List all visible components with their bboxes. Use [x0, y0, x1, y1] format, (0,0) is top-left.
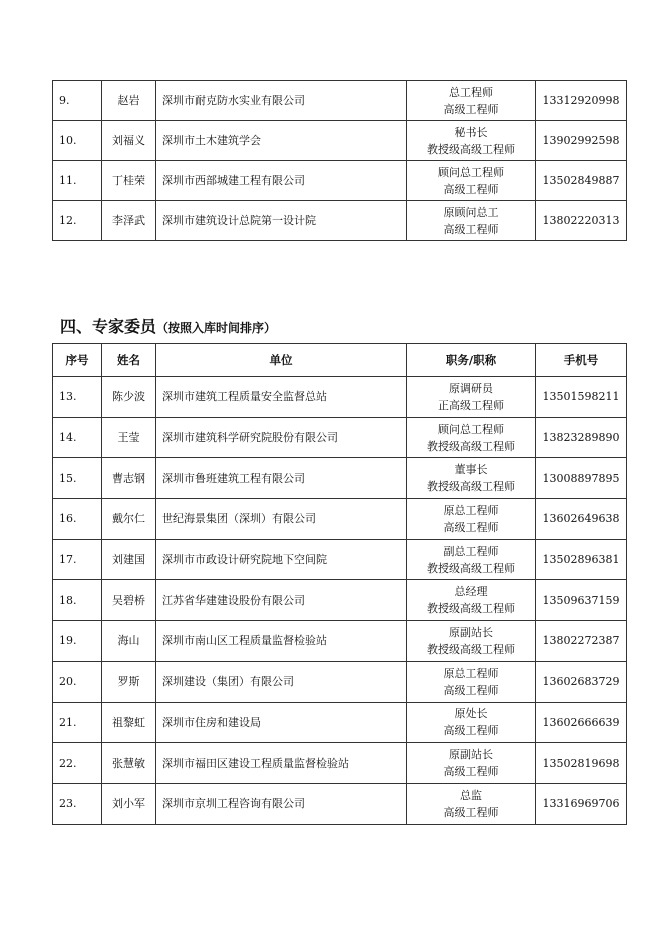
table-row	[53, 539, 627, 580]
expert-title	[407, 580, 536, 621]
row-number: 14.	[53, 417, 102, 458]
expert-name: 刘小军	[102, 783, 156, 824]
row-number: 17.	[53, 539, 102, 580]
row-number: 11.	[53, 161, 102, 201]
expert-unit: 深圳市福田区建设工程质量监督检验站	[156, 743, 407, 784]
expert-title	[407, 743, 536, 784]
expert-name: 罗斯	[102, 661, 156, 702]
expert-unit: 深圳市土木建筑学会	[156, 121, 407, 161]
position-text: 原调研员	[449, 381, 493, 395]
expert-unit: 深圳市市政设计研究院地下空间院	[156, 539, 407, 580]
expert-title	[407, 661, 536, 702]
expert-title	[407, 201, 536, 241]
expert-phone: 13316969706	[536, 783, 627, 824]
professional-title-text: 正高级工程师	[438, 398, 504, 412]
table-row	[53, 81, 627, 121]
table-row	[53, 458, 627, 499]
professional-title-text: 教授级高级工程师	[427, 142, 515, 156]
expert-name: 刘福义	[102, 121, 156, 161]
table-row	[53, 499, 627, 540]
expert-name: 吴碧桥	[102, 580, 156, 621]
expert-phone: 13602666639	[536, 702, 627, 743]
table-row	[53, 377, 627, 418]
expert-name: 陈少波	[102, 377, 156, 418]
expert-phone: 13502896381	[536, 539, 627, 580]
table-row	[53, 201, 627, 241]
expert-name: 刘建国	[102, 539, 156, 580]
expert-unit: 深圳市西部城建工程有限公司	[156, 161, 407, 201]
table-row	[53, 702, 627, 743]
expert-title	[407, 417, 536, 458]
section-heading	[60, 314, 276, 337]
professional-title-text: 高级工程师	[443, 765, 499, 779]
expert-unit: 深圳市建筑科学研究院股份有限公司	[156, 417, 407, 458]
table-row	[53, 621, 627, 662]
professional-title-text: 高级工程师	[443, 805, 499, 819]
expert-unit: 深圳市京圳工程咨询有限公司	[156, 783, 407, 824]
header-no: 序号	[53, 344, 102, 377]
table-header	[53, 344, 627, 377]
expert-phone: 13008897895	[536, 458, 627, 499]
expert-name: 赵岩	[102, 81, 156, 121]
row-number: 10.	[53, 121, 102, 161]
table-row	[53, 580, 627, 621]
professional-title-text: 高级工程师	[443, 724, 499, 738]
expert-title	[407, 458, 536, 499]
professional-title-text: 高级工程师	[443, 102, 499, 116]
professional-title-text: 教授级高级工程师	[427, 439, 515, 453]
expert-committee-table	[52, 343, 627, 825]
expert-phone: 13501598211	[536, 377, 627, 418]
expert-name: 海山	[102, 621, 156, 662]
row-number: 23.	[53, 783, 102, 824]
position-text: 总经理	[454, 585, 488, 599]
header-row	[53, 344, 627, 377]
position-text: 总工程师	[449, 85, 493, 99]
expert-name: 李泽武	[102, 201, 156, 241]
position-text: 总监	[460, 788, 482, 802]
row-number: 19.	[53, 621, 102, 662]
table-body	[53, 81, 627, 241]
position-text: 董事长	[454, 463, 488, 477]
expert-unit: 深圳市耐克防水实业有限公司	[156, 81, 407, 121]
expert-unit: 深圳市鲁班建筑工程有限公司	[156, 458, 407, 499]
expert-phone: 13823289890	[536, 417, 627, 458]
expert-unit: 深圳建设（集团）有限公司	[156, 661, 407, 702]
expert-phone: 13902992598	[536, 121, 627, 161]
section-title: 四、专家委员	[60, 317, 157, 336]
professional-title-text: 教授级高级工程师	[427, 561, 515, 575]
table-row	[53, 121, 627, 161]
expert-title	[407, 161, 536, 201]
section-note: （按照入库时间排序）	[156, 321, 277, 335]
expert-name: 祖黎虹	[102, 702, 156, 743]
expert-phone: 13312920998	[536, 81, 627, 121]
professional-title-text: 教授级高级工程师	[427, 642, 515, 656]
expert-table-continued	[52, 80, 627, 241]
position-text: 原顾问总工	[443, 205, 499, 219]
position-text: 原总工程师	[443, 503, 499, 517]
expert-phone: 13602683729	[536, 661, 627, 702]
expert-name: 张慧敏	[102, 743, 156, 784]
row-number: 20.	[53, 661, 102, 702]
expert-title	[407, 539, 536, 580]
expert-phone: 13802220313	[536, 201, 627, 241]
expert-title	[407, 499, 536, 540]
header-name: 姓名	[102, 344, 156, 377]
table-row	[53, 661, 627, 702]
expert-unit: 深圳市建筑设计总院第一设计院	[156, 201, 407, 241]
expert-unit: 深圳市建筑工程质量安全监督总站	[156, 377, 407, 418]
row-number: 16.	[53, 499, 102, 540]
position-text: 副总工程师	[443, 544, 499, 558]
table-body	[53, 377, 627, 825]
expert-name: 曹志钢	[102, 458, 156, 499]
professional-title-text: 教授级高级工程师	[427, 602, 515, 616]
expert-phone: 13509637159	[536, 580, 627, 621]
position-text: 原处长	[454, 707, 488, 721]
table-row	[53, 161, 627, 201]
expert-unit: 江苏省华建建设股份有限公司	[156, 580, 407, 621]
table-row	[53, 417, 627, 458]
table-row	[53, 743, 627, 784]
expert-phone: 13602649638	[536, 499, 627, 540]
row-number: 15.	[53, 458, 102, 499]
position-text: 顾问总工程师	[438, 165, 504, 179]
professional-title-text: 高级工程师	[443, 182, 499, 196]
expert-title	[407, 81, 536, 121]
table-row	[53, 783, 627, 824]
expert-title	[407, 702, 536, 743]
row-number: 22.	[53, 743, 102, 784]
professional-title-text: 高级工程师	[443, 683, 499, 697]
expert-phone: 13502849887	[536, 161, 627, 201]
position-text: 原总工程师	[443, 666, 499, 680]
professional-title-text: 高级工程师	[443, 520, 499, 534]
expert-name: 戴尔仁	[102, 499, 156, 540]
header-unit: 单位	[156, 344, 407, 377]
expert-phone: 13802272387	[536, 621, 627, 662]
row-number: 18.	[53, 580, 102, 621]
row-number: 9.	[53, 81, 102, 121]
header-phone: 手机号	[536, 344, 627, 377]
header-title: 职务/职称	[407, 344, 536, 377]
position-text: 原副站长	[449, 748, 493, 762]
expert-unit: 深圳市南山区工程质量监督检验站	[156, 621, 407, 662]
position-text: 顾问总工程师	[438, 422, 504, 436]
row-number: 13.	[53, 377, 102, 418]
professional-title-text: 教授级高级工程师	[427, 480, 515, 494]
expert-title	[407, 121, 536, 161]
expert-name: 王莹	[102, 417, 156, 458]
expert-unit: 深圳市住房和建设局	[156, 702, 407, 743]
expert-phone: 13502819698	[536, 743, 627, 784]
expert-title	[407, 783, 536, 824]
row-number: 12.	[53, 201, 102, 241]
row-number: 21.	[53, 702, 102, 743]
expert-unit: 世纪海景集团（深圳）有限公司	[156, 499, 407, 540]
professional-title-text: 高级工程师	[443, 222, 499, 236]
position-text: 原副站长	[449, 625, 493, 639]
expert-title	[407, 621, 536, 662]
position-text: 秘书长	[454, 125, 488, 139]
expert-name: 丁桂荣	[102, 161, 156, 201]
expert-title	[407, 377, 536, 418]
